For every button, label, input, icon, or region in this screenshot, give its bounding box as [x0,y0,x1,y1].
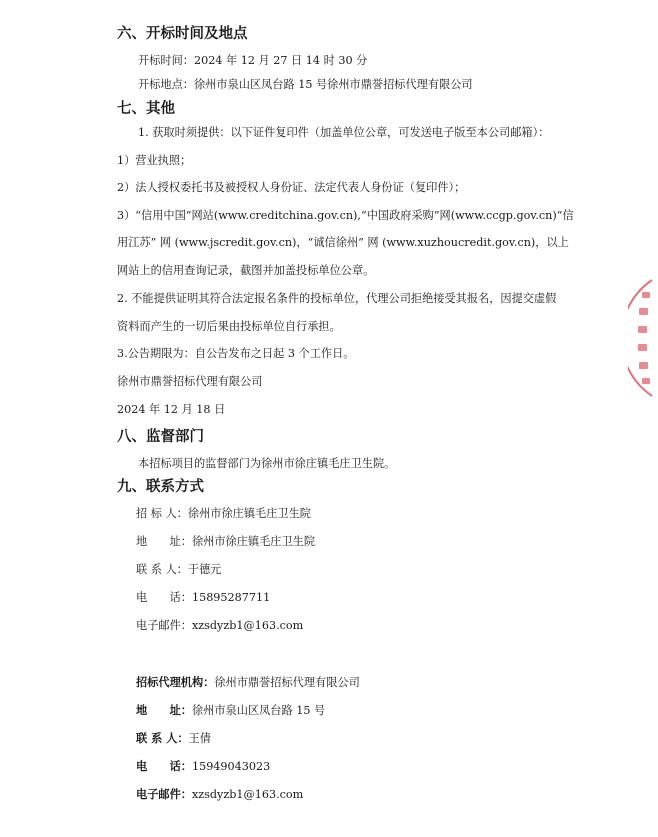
tenderer-name [136,507,311,521]
section-8-heading: 八、监督部门 [117,429,204,445]
tenderer-address [136,535,315,549]
opening-time [138,54,367,68]
supervision-text: 本招标项目的监督部门为徐州市徐庄镇毛庄卫生院。 [138,457,396,470]
tenderer-address-label: 地 址： [136,535,192,548]
other-sub-1: 1）营业执照； [117,154,192,167]
tenderer-contact-label: 联 系 人： [136,563,188,576]
agent-address-label: 地 址： [136,703,192,717]
other-sub-3-line-3: 网站上的信用查询记录，截图并加盖投标单位公章。 [117,264,375,277]
tenderer-name-value: 徐州市徐庄镇毛庄卫生院 [187,507,311,520]
opening-time-label: 开标时间： [138,54,194,67]
tenderer-phone [136,591,270,605]
tenderer-address-value: 徐州市徐庄镇毛庄卫生院 [191,535,316,548]
section-7-heading: 七、其他 [117,101,175,117]
agent-name-value: 徐州市鼎誉招标代理有限公司 [214,676,360,689]
agent-phone-value: 15949043023 [191,760,271,773]
agent-email-label: 电子邮件： [136,787,192,801]
agent-email-value: xzsdyzb1@163.com [191,788,304,801]
tenderer-contact [136,563,221,577]
tenderer-email [136,619,303,633]
other-item-3: 3.公告期限为：自公告发布之日起 3 个工作日。 [117,347,355,360]
opening-place [138,78,473,92]
other-sub-3-line-1: 3）“信用中国”网站(www.creditchina.gov.cn),“中国政府采购”网(www.ccgp.gov.cn)“信 [117,209,574,222]
tenderer-phone-label: 电 话： [136,591,192,604]
agent-name [136,675,360,690]
opening-place-value: 徐州市泉山区凤台路 15 号徐州市鼎誉招标代理有限公司 [193,78,473,91]
section-6-heading: 六、开标时间及地点 [117,26,248,42]
agent-phone-label: 电 话： [136,759,192,773]
agent-contact [136,731,211,746]
agent-name-label: 招标代理机构： [136,675,215,689]
other-sub-2: 2）法人授权委托书及被授权人身份证、法定代表人身份证（复印件）； [117,181,466,194]
tenderer-phone-value: 15895287711 [191,591,271,604]
seal-stamp [628,278,654,398]
agent-contact-value: 王倩 [188,732,211,745]
tenderer-name-label: 招 标 人： [136,507,188,520]
tenderer-email-value: xzsdyzb1@163.com [191,619,304,632]
other-sub-3-line-2: 用江苏” 网 (www.jscredit.gov.cn)，“诚信徐州” 网 (www.xuzhoucredit.gov.cn)，以上 [117,236,569,249]
agent-contact-label: 联 系 人： [136,731,189,745]
tenderer-contact-value: 于德元 [187,563,222,576]
opening-place-label: 开标地点： [138,78,194,91]
tenderer-email-label: 电子邮件： [136,619,192,632]
other-item-1: 1. 获取时须提供：以下证件复印件（加盖单位公章，可发送电子版至本公司邮箱）： [138,126,550,139]
opening-time-value: 2024 年 12 月 27 日 14 时 30 分 [193,54,368,67]
other-item-2-line-2: 资料而产生的一切后果由投标单位自行承担。 [117,320,341,333]
other-item-2-line-1: 2. 不能提供证明其符合法定报名条件的投标单位，代理公司拒绝接受其报名，因提交虚假 [117,292,557,305]
agent-address [136,703,325,718]
agent-email [136,787,303,802]
signed-date: 2024 年 12 月 18 日 [117,403,226,416]
agent-address-value: 徐州市泉山区凤台路 15 号 [191,704,326,717]
section-9-heading: 九、联系方式 [117,479,204,495]
agent-phone [136,759,270,774]
signer-company: 徐州市鼎誉招标代理有限公司 [117,375,263,388]
